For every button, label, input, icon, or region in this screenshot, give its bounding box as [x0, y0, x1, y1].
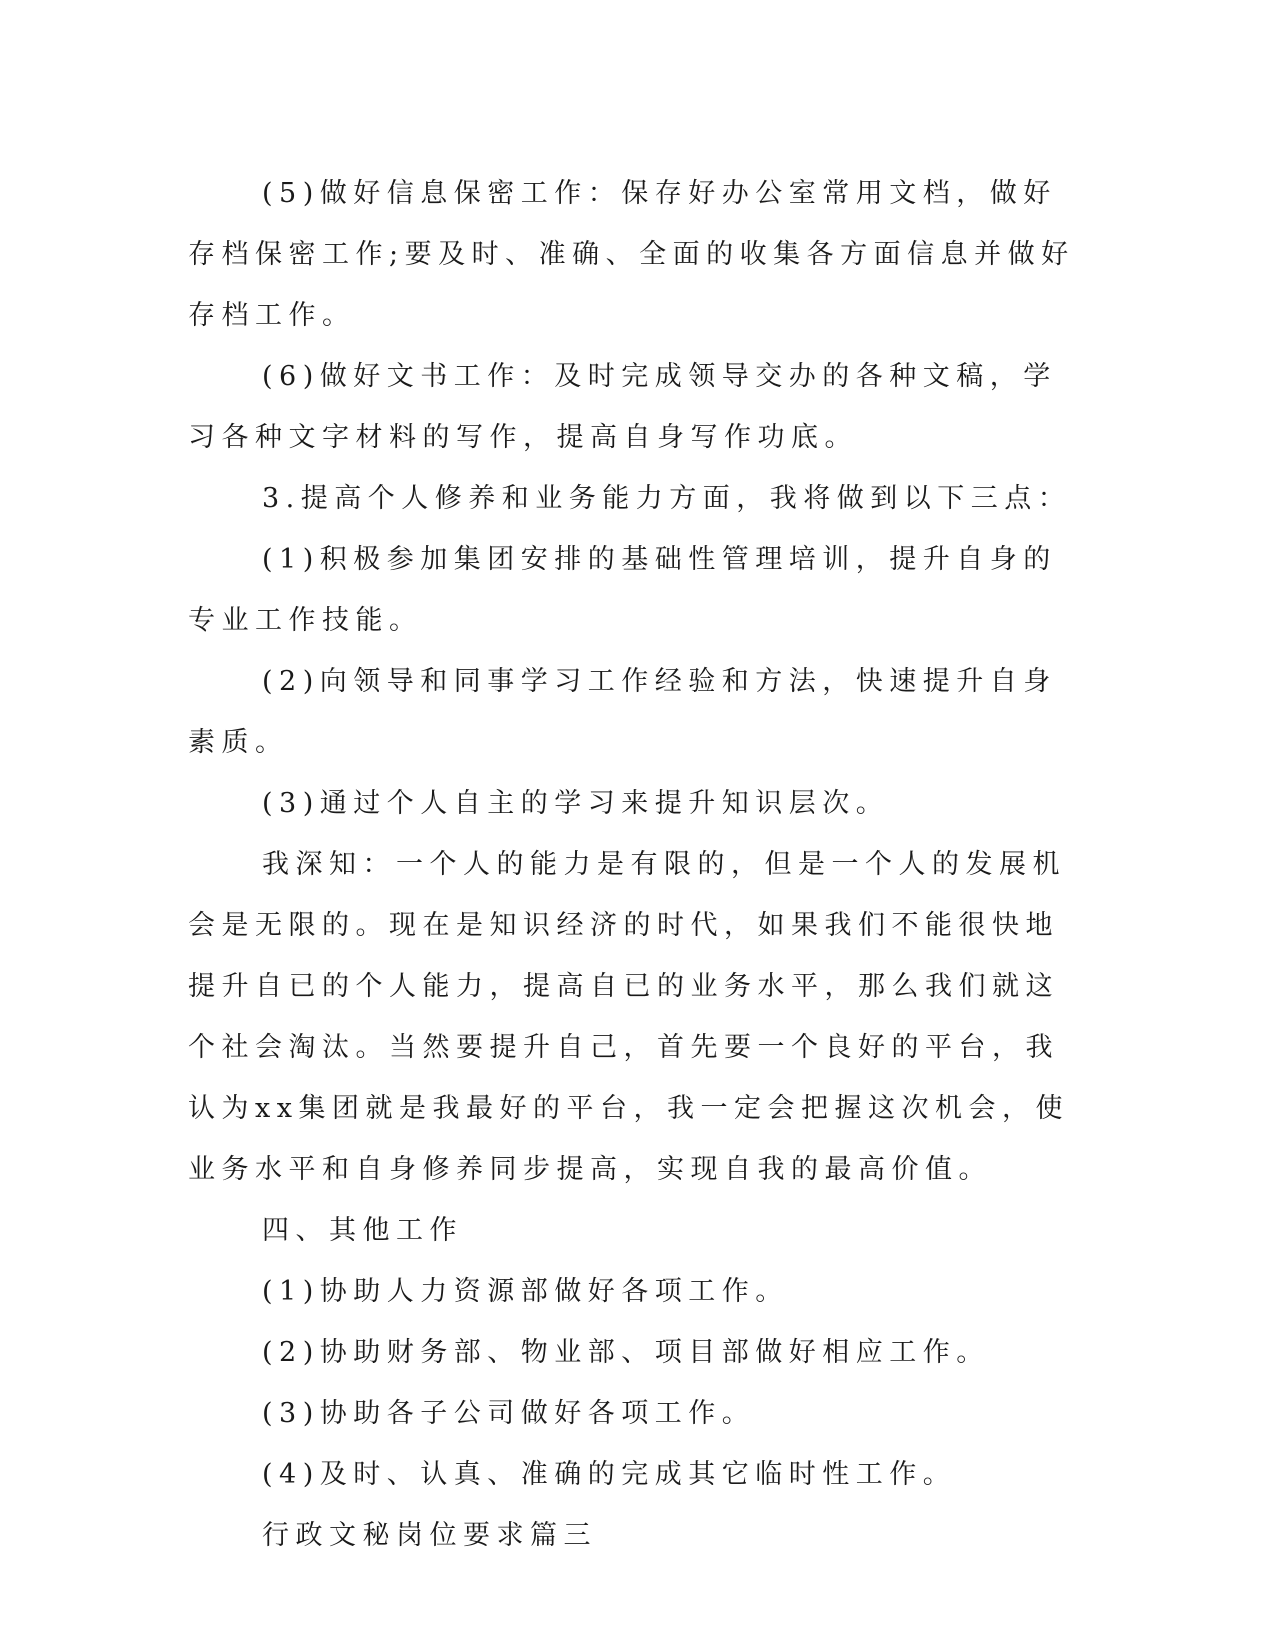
- paragraph-assist-subsidiaries: (3)协助各子公司做好各项工作。: [262, 1398, 756, 1429]
- paragraph-temporary-work: (4)及时、认真、准确的完成其它临时性工作。: [262, 1459, 957, 1490]
- paragraph-info-confidentiality: (5)做好信息保密工作：保存好办公室常用文档，做好存档保密工作;要及时、准确、全面的收集各方面信息并做好存档工作。: [188, 178, 1075, 331]
- paragraph-reflection: 我深知：一个人的能力是有限的，但是一个人的发展机会是无限的。现在是知识经济的时代，如果我们不能很快地提升自已的个人能力，提高自已的业务水平，那么我们就这个社会淘汰。当然要提升自己，首先要一个良好的平台，我认为xx集团就是我最好的平台，我一定会把握这次机会，使业务水平和自身修养同步提高，实现自我的最高价值。: [188, 849, 1069, 1185]
- paragraph-self-study: (3)通过个人自主的学习来提升知识层次。: [262, 788, 890, 819]
- section-title-part-three: 行政文秘岗位要求篇三: [262, 1520, 597, 1551]
- paragraph-assist-departments: (2)协助财务部、物业部、项目部做好相应工作。: [262, 1337, 990, 1368]
- paragraph-clerical-work: (6)做好文书工作：及时完成领导交办的各种文稿，学习各种文字材料的写作，提高自身写作功底。: [188, 361, 1057, 453]
- paragraph-training: (1)积极参加集团安排的基础性管理培训，提升自身的专业工作技能。: [188, 544, 1057, 636]
- paragraph-learn-from-colleagues: (2)向领导和同事学习工作经验和方法，快速提升自身素质。: [188, 666, 1057, 758]
- section-heading-other-work: 四、其他工作: [262, 1215, 463, 1246]
- paragraph-assist-hr: (1)协助人力资源部做好各项工作。: [262, 1276, 789, 1307]
- paragraph-self-improvement-heading: 3.提高个人修养和业务能力方面，我将做到以下三点：: [262, 483, 1072, 514]
- document-body: [188, 163, 1078, 1566]
